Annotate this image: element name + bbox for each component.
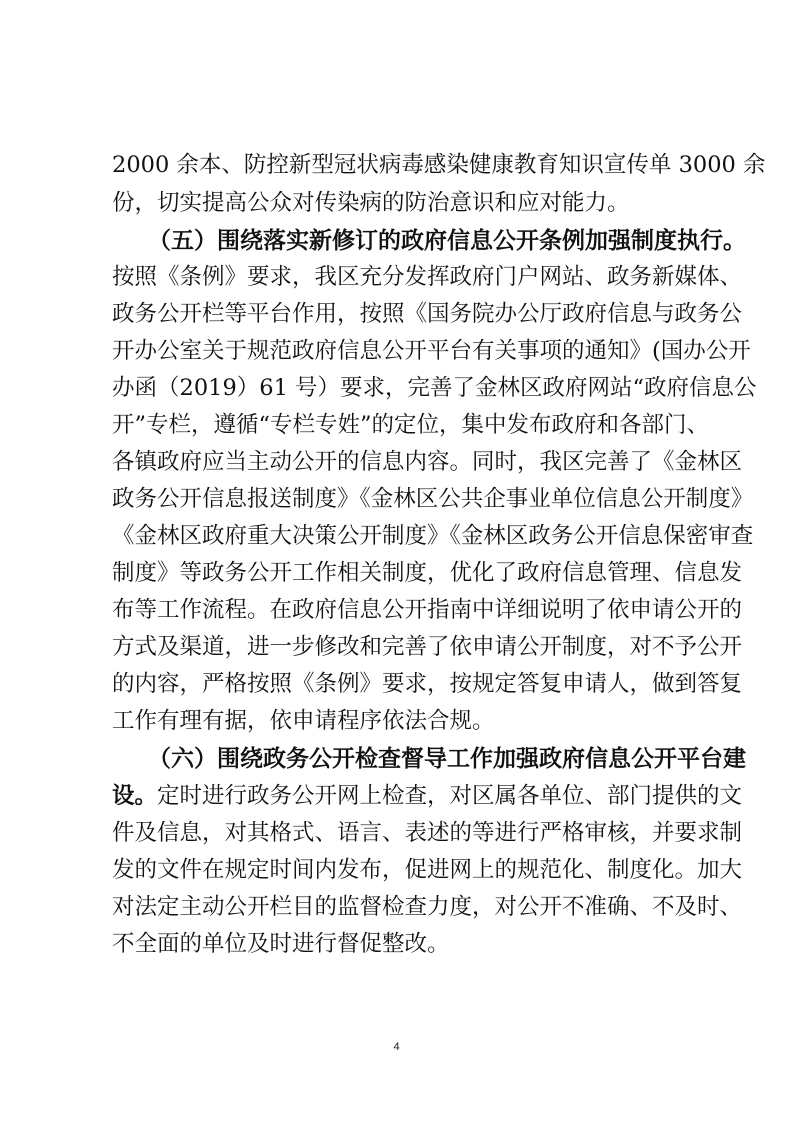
body-text-line: 方式及渠道，进一步修改和完善了依申请公开制度，对不予公开: [112, 634, 743, 660]
body-text-run: 定时进行政务公开网上检查，对区属各单位、部门提供的文: [157, 783, 743, 809]
section-heading-six: （六）围绕政务公开检查督导工作加强政府信息公开平台建: [148, 745, 746, 772]
body-text-line: 按照《条例》要求，我区充分发挥政府门户网站、政务新媒体、: [112, 264, 743, 290]
body-text-line: 布等工作流程。在政府信息公开指南中详细说明了依申请公开的: [112, 597, 743, 623]
body-text-line: 2000 余本、防控新型冠状病毒感染健康教育知识宣传单 3000 余: [112, 152, 766, 178]
body-text-line: 的内容，严格按照《条例》要求，按规定答复申请人，做到答复: [112, 671, 743, 697]
body-text-line: 办函（2019）61 号）要求，完善了金林区政府网站“政府信息公: [112, 375, 757, 401]
body-text-line: 件及信息，对其格式、语言、表述的等进行严格审核，并要求制: [112, 820, 743, 846]
page-number: 4: [393, 1041, 400, 1053]
body-text-line: 政务公开信息报送制度》《金林区公共企事业单位信息公开制度》: [112, 486, 754, 512]
body-text-line: 《金林区政府重大决策公开制度》《金林区政务公开信息保密审查: [112, 523, 754, 549]
section-heading-five: （五）围绕落实新修订的政府信息公开条例加强制度执行。: [148, 227, 746, 254]
body-text-line: 发的文件在规定时间内发布，促进网上的规范化、制度化。加大: [112, 857, 743, 883]
body-text-line: 制度》等政务公开工作相关制度，优化了政府信息管理、信息发: [112, 560, 743, 586]
body-text-line: 份，切实提高公众对传染病的防治意识和应对能力。: [112, 190, 630, 216]
body-text-line: 对法定主动公开栏目的监督检查力度，对公开不准确、不及时、: [112, 894, 743, 920]
body-text-line: 开办公室关于规范政府信息公开平台有关事项的通知》(国办公开: [112, 338, 751, 364]
body-text-line: 工作有理有据，依申请程序依法合规。: [112, 708, 495, 734]
body-text-line: 政务公开栏等平台作用，按照《国务院办公厅政府信息与政务公: [112, 301, 743, 327]
body-text-line: 不全面的单位及时进行督促整改。: [112, 931, 450, 957]
mixed-text-line: [112, 778, 743, 814]
body-text-line: 各镇政府应当主动公开的信息内容。同时，我区完善了《金林区: [112, 449, 743, 475]
section-heading-six-continuation: 设。: [112, 783, 158, 809]
body-text-line: 开”专栏，遵循“专栏专姓”的定位，集中发布政府和各部门、: [112, 412, 710, 438]
